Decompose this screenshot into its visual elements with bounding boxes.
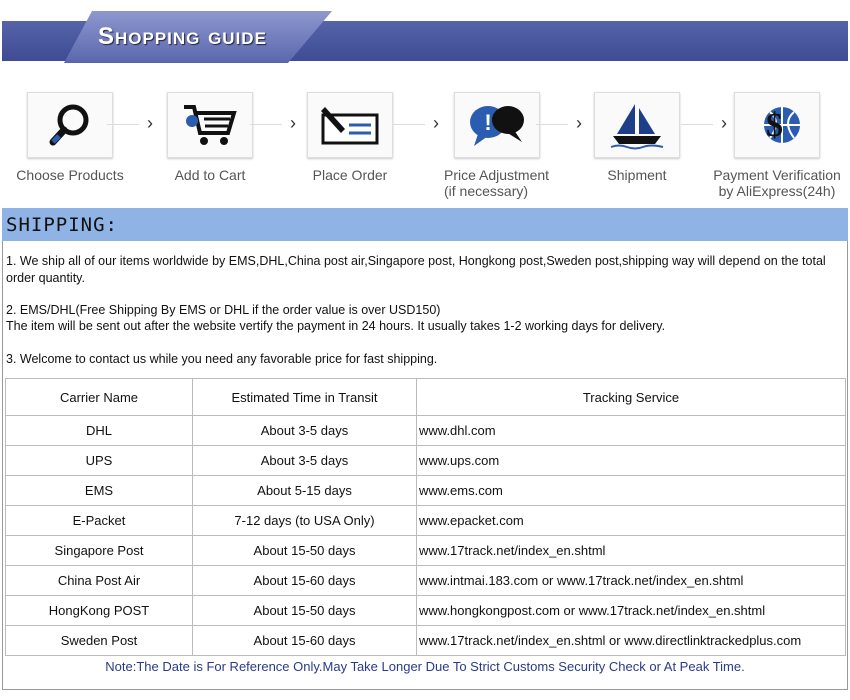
- shipping-paragraph-3: 3. Welcome to contact us while you need any favorable price for fast shipping.: [6, 352, 438, 366]
- table-row: [6, 626, 846, 656]
- table-row: [6, 446, 846, 476]
- step-add-to-cart: [145, 92, 275, 183]
- carrier-table: [5, 378, 846, 656]
- table-row: [6, 596, 846, 626]
- shopping-guide-banner: [2, 5, 848, 63]
- chevron-right-icon: ›: [433, 113, 439, 133]
- shipping-paragraph-1: 1. We ship all of our items worldwide by EMS,DHL,China post air,Singapore post, Hongkong post,Sweden post,shipping way will depend on the total order quantity.: [6, 254, 826, 285]
- transit-time-cell: 7-12 days (to USA Only): [193, 506, 417, 536]
- step-label: Shipment: [607, 167, 667, 183]
- table-header-row: [6, 379, 846, 416]
- shipping-paragraph-2b: The item will be sent out after the website vertify the payment in 24 hours. It usually takes 1-2 working days for delivery.: [6, 319, 666, 333]
- banner-title: Shopping guide: [98, 23, 267, 50]
- order-form-icon: [307, 92, 393, 158]
- tracking-service-cell: www.epacket.com: [417, 506, 846, 536]
- transit-time-cell: About 15-60 days: [193, 566, 417, 596]
- svg-text:!: !: [484, 110, 492, 135]
- chevron-right-icon: ›: [147, 113, 153, 133]
- step-choose-products: [5, 92, 135, 183]
- carrier-name-cell: China Post Air: [6, 566, 193, 596]
- carrier-name-cell: EMS: [6, 476, 193, 506]
- reference-note: Note:The Date is For Reference Only.May Take Longer Due To Strict Customs Security Check or At Peak Time.: [105, 659, 745, 674]
- chevron-right-icon: ›: [576, 113, 582, 133]
- step-label: Choose Products: [16, 167, 124, 183]
- carrier-name-cell: DHL: [6, 416, 193, 446]
- transit-time-cell: About 15-50 days: [193, 596, 417, 626]
- step-label: Payment Verification by AliExpress(24h): [713, 167, 841, 199]
- table-row: [6, 566, 846, 596]
- tracking-service-cell: www.ems.com: [417, 476, 846, 506]
- dollar-globe-icon: [734, 92, 820, 158]
- step-price-adjustment: [432, 92, 562, 199]
- step-place-order: [285, 92, 415, 183]
- carrier-name-cell: Singapore Post: [6, 536, 193, 566]
- carrier-name-cell: E-Packet: [6, 506, 193, 536]
- step-shipment: [572, 92, 702, 183]
- transit-time-cell: About 3-5 days: [193, 416, 417, 446]
- transit-time-cell: About 5-15 days: [193, 476, 417, 506]
- shipping-heading-bar: [2, 208, 848, 241]
- cart-icon: [167, 92, 253, 158]
- tracking-service-cell: www.intmai.183.com or www.17track.net/index_en.shtml: [417, 566, 846, 596]
- step-payment-verification: [707, 92, 847, 199]
- step-label: Place Order: [312, 167, 388, 183]
- carrier-name-cell: HongKong POST: [6, 596, 193, 626]
- carrier-name-cell: Sweden Post: [6, 626, 193, 656]
- shipping-heading: SHIPPING:: [6, 214, 118, 236]
- column-header-carrier: Carrier Name: [6, 379, 193, 416]
- tracking-service-cell: www.17track.net/index_en.shtml or www.directlinktrackedplus.com: [417, 626, 846, 656]
- step-label: Add to Cart: [174, 167, 246, 183]
- column-header-transit: Estimated Time in Transit: [193, 379, 417, 416]
- carrier-name-cell: UPS: [6, 446, 193, 476]
- speech-bubbles-icon: [454, 92, 540, 158]
- chevron-right-icon: ›: [721, 113, 727, 133]
- step-label: Price Adjustment (if necessary): [444, 167, 550, 199]
- tracking-service-cell: www.17track.net/index_en.shtml: [417, 536, 846, 566]
- table-row: [6, 476, 846, 506]
- table-row: [6, 506, 846, 536]
- process-steps: [0, 92, 850, 207]
- shipping-paragraph-2a: 2. EMS/DHL(Free Shipping By EMS or DHL if the order value is over USD150): [6, 303, 441, 317]
- ship-icon: [594, 92, 680, 158]
- column-header-tracking: Tracking Service: [417, 379, 846, 416]
- shipping-content: [2, 241, 848, 690]
- tracking-service-cell: www.hongkongpost.com or www.17track.net/index_en.shtml: [417, 596, 846, 626]
- tracking-service-cell: www.ups.com: [417, 446, 846, 476]
- svg-text:$: $: [766, 107, 783, 144]
- table-row: [6, 536, 846, 566]
- chevron-right-icon: ›: [290, 113, 296, 133]
- magnifier-icon: [27, 92, 113, 158]
- transit-time-cell: About 3-5 days: [193, 446, 417, 476]
- table-row: [6, 416, 846, 446]
- transit-time-cell: About 15-60 days: [193, 626, 417, 656]
- transit-time-cell: About 15-50 days: [193, 536, 417, 566]
- tracking-service-cell: www.dhl.com: [417, 416, 846, 446]
